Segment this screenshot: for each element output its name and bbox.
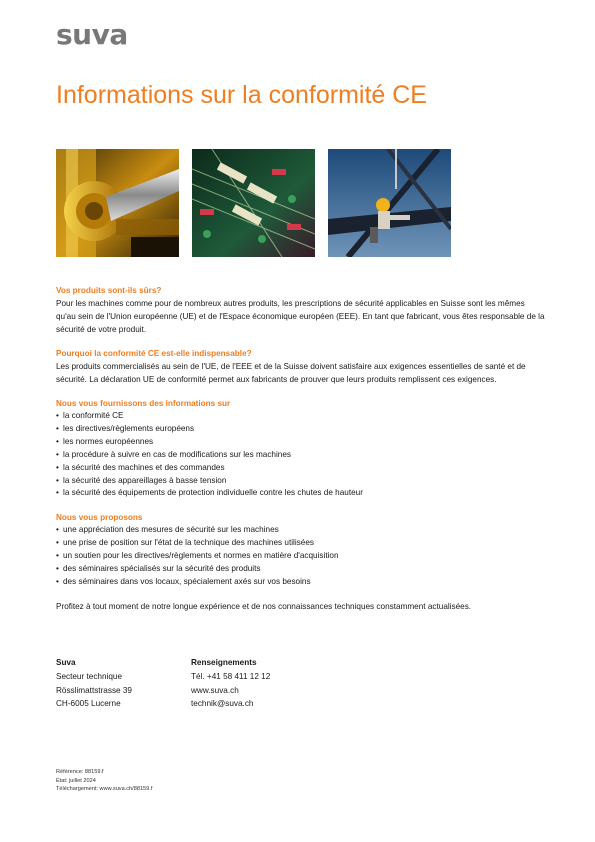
list-item: • la sécurité des appareillages à basse tension bbox=[56, 475, 546, 488]
list-item: • les directives/règlements européens bbox=[56, 423, 546, 436]
contact-heading: Suva bbox=[56, 658, 76, 667]
footer-reference: Référence: 88159.f bbox=[56, 769, 104, 775]
section-information-list bbox=[56, 397, 546, 500]
suva-logo: suva bbox=[56, 18, 128, 51]
section-heading: Pourquoi la conformité CE est-elle indispensable? bbox=[56, 349, 252, 358]
contact-info bbox=[191, 656, 270, 711]
section-product-safety bbox=[56, 284, 546, 336]
hydraulic-machine-photo bbox=[56, 149, 179, 257]
footer-state: État: juillet 2024 bbox=[56, 777, 96, 784]
footer-download-link[interactable]: Téléchargement: www.suva.ch/88159.f bbox=[56, 786, 153, 793]
contact-address bbox=[56, 656, 132, 711]
section-services-list bbox=[56, 511, 546, 589]
contact-phone: Tél. +41 58 411 12 12 bbox=[191, 671, 271, 681]
page-title: Informations sur la conformité CE bbox=[56, 81, 427, 109]
section-heading: Nous vous proposons bbox=[56, 513, 143, 523]
circuit-board-photo bbox=[192, 149, 315, 257]
contact-website-link[interactable]: www.suva.ch bbox=[191, 685, 239, 695]
contact-line: Rösslimattstrasse 39 bbox=[56, 685, 132, 695]
contact-heading: Renseignements bbox=[191, 658, 257, 667]
section-text: Pour les machines comme pour de nombreux autres produits, les prescriptions de sécurité applicables en Suisse sont les mêmes qu'au sein de l'Union européenne (UE) et de l'Espace économique européen (EEE). En tant que fabricant, vous êtes responsable de la sécurité de votre produit. bbox=[56, 299, 545, 334]
closing-text: Profitez à tout moment de notre longue expérience et de nos connaissances techniques constamment actualisées. bbox=[56, 601, 472, 611]
list-item: • des séminaires spécialisés sur la sécurité des produits bbox=[56, 563, 546, 576]
section-ce-conformity bbox=[56, 347, 546, 386]
information-list bbox=[56, 410, 546, 500]
list-item: • les normes européennes bbox=[56, 436, 546, 449]
worker-at-height-photo bbox=[328, 149, 451, 257]
contact-line: CH-6005 Lucerne bbox=[56, 699, 121, 709]
list-item: • la procédure à suivre en cas de modifications sur les machines bbox=[56, 449, 546, 462]
list-item: • un soutien pour les directives/règlements et normes en matière d'acquisition bbox=[56, 550, 546, 563]
list-item: • la sécurité des équipements de protection individuelle contre les chutes de hauteur bbox=[56, 487, 546, 500]
contact-email-link[interactable]: technik@suva.ch bbox=[191, 699, 254, 709]
contact-line: Secteur technique bbox=[56, 671, 122, 681]
section-heading: Nous vous fournissons des informations sur bbox=[56, 399, 231, 408]
section-heading: Vos produits sont-ils sûrs? bbox=[56, 286, 162, 295]
list-item: • une appréciation des mesures de sécurité sur les machines bbox=[56, 524, 546, 537]
list-item: • une prise de position sur l'état de la technique des machines utilisées bbox=[56, 537, 546, 550]
section-text: Les produits commercialisés au sein de l'UE, de l'EEE et de la Suisse doivent satisfaire aux exigences essentielles de santé et de sécurité. La déclaration UE de conformité permet aux fabricants de prouver que leurs produits remplissent ces exigences. bbox=[56, 362, 526, 384]
document-footer bbox=[56, 768, 152, 794]
list-item: • la conformité CE bbox=[56, 410, 546, 423]
list-item: • la sécurité des machines et des commandes bbox=[56, 462, 546, 475]
list-item: • des séminaires dans vos locaux, spécialement axés sur vos besoins bbox=[56, 576, 546, 589]
main-content bbox=[56, 284, 546, 613]
services-list bbox=[56, 524, 546, 589]
